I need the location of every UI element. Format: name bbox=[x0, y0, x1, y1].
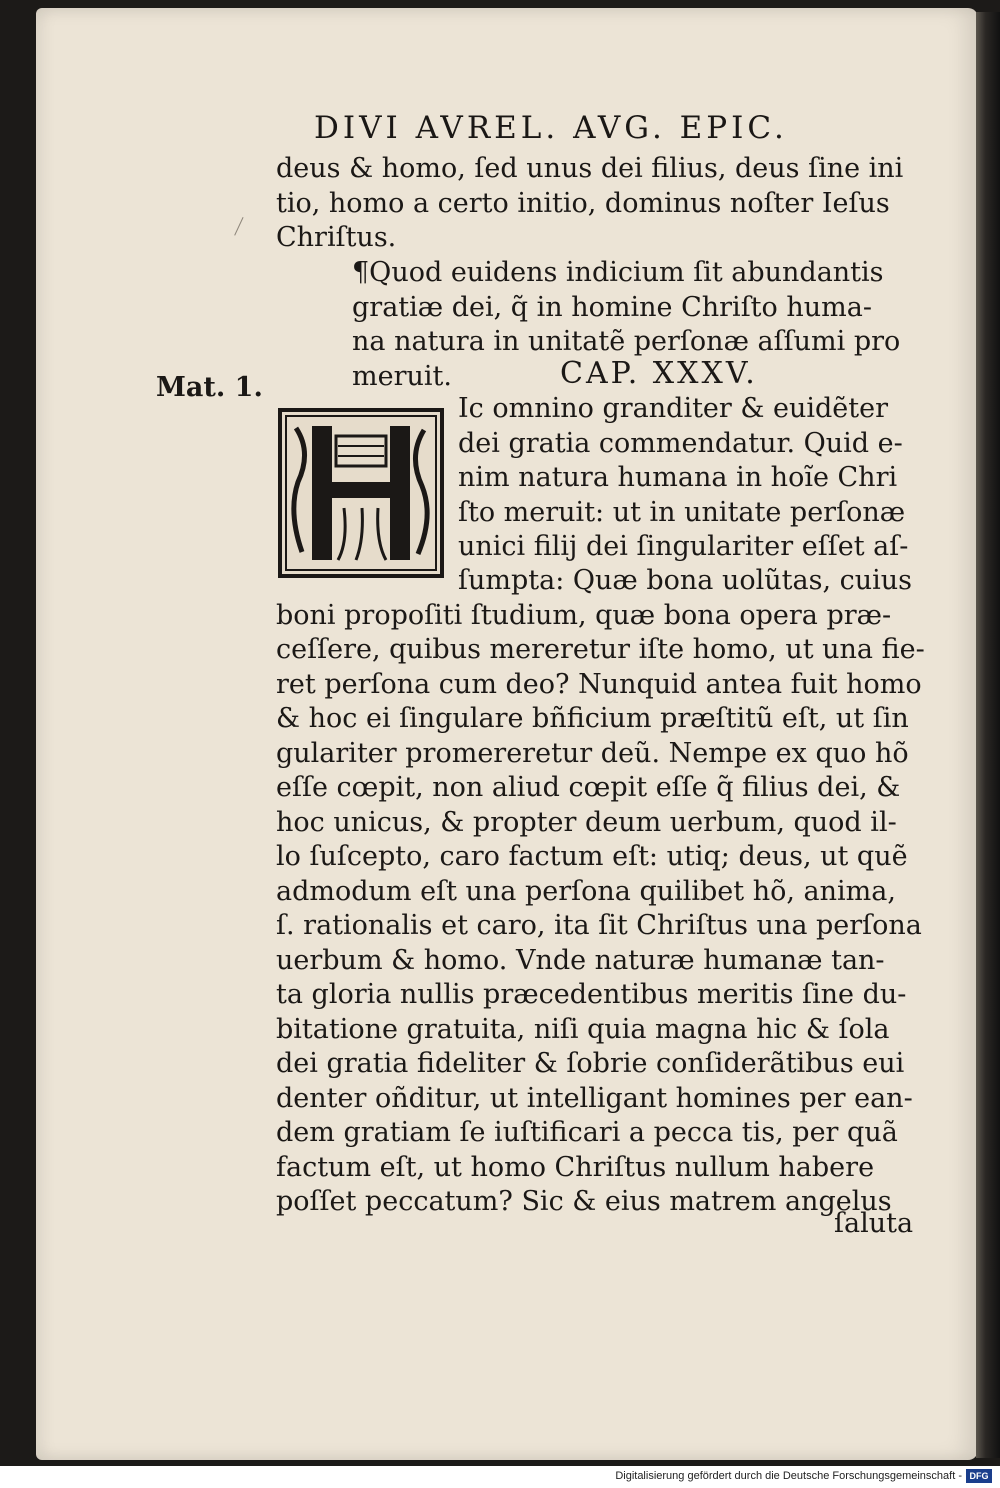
margin-note: Mat. 1. bbox=[156, 372, 263, 403]
text-line: boni propoſiti ſtudium, quæ bona opera præ- bbox=[276, 599, 892, 631]
text-line: hoc unicus, & propter deum uerbum, quod il- bbox=[276, 806, 897, 838]
page-edge bbox=[976, 12, 1000, 1458]
text-line: dei gratia fideliter & ſobrie conſiderãtibus eui bbox=[276, 1048, 905, 1079]
chapter-heading: CAP. XXXV. bbox=[560, 356, 758, 391]
decorated-initial bbox=[278, 408, 444, 578]
text-line: ret perſona cum deo? Nunquid antea fuit homo bbox=[276, 668, 922, 700]
rubric-line: gratiæ dei, q̃ in homine Chriſto huma- bbox=[352, 291, 872, 323]
text-block-body bbox=[276, 564, 925, 1220]
rubric-line: meruit. bbox=[352, 360, 452, 392]
text-line: ſumpta: Quæ bona uolũtas, cuius bbox=[458, 565, 913, 596]
text-line: lo ſuſcepto, caro factum eſt: utiq; deus, ut quẽ bbox=[276, 841, 908, 872]
text-block-initial bbox=[458, 392, 908, 565]
text-line: Chriſtus. bbox=[276, 222, 397, 253]
text-line: deus & homo, ſed unus dei filius, deus ſine ini bbox=[276, 153, 904, 184]
running-head: DIVI AVREL. AVG. EPIC. bbox=[314, 110, 788, 146]
text-line: ſto meruit: ut in unitate perſonæ bbox=[458, 496, 906, 528]
text-line: poſſet peccatum? Sic & eius matrem angelus bbox=[276, 1186, 892, 1217]
text-line: ſ. rationalis et caro, ita ſit Chriſtus una perſona bbox=[276, 910, 922, 941]
dfg-logo-icon: DFG bbox=[966, 1469, 992, 1483]
text-line: Ic omnino granditer & euidẽter bbox=[458, 393, 889, 424]
text-line: dei gratia commendatur. Quid e- bbox=[458, 427, 903, 459]
text-block-opening bbox=[276, 152, 903, 256]
text-line: gulariter promereretur deũ. Nempe ex quo hõ bbox=[276, 737, 909, 769]
text-line: ta gloria nullis præcedentibus meritis ſine du- bbox=[276, 979, 907, 1010]
decorated-initial-h-icon bbox=[282, 412, 440, 574]
text-line: nim natura humana in hoĩe Chri bbox=[458, 462, 898, 493]
text-line: factum eſt, ut homo Chriſtus nullum habere bbox=[276, 1151, 875, 1183]
text-line: & hoc ei ſingulare bñficium præſtitũ eſt, ut ſin bbox=[276, 703, 909, 734]
rubric-line: na natura in unitatẽ perſonæ aſſumi pro bbox=[352, 326, 901, 357]
text-line: uerbum & homo. Vnde naturæ humanæ tan- bbox=[276, 944, 885, 976]
text-line: unici filij dei ſingulariter eſſet aſ- bbox=[458, 531, 909, 562]
text-line: dem gratiam ſe iuſtificari a pecca tis, per quã bbox=[276, 1117, 898, 1148]
text-line: ceſſere, quibus mereretur iſte homo, ut una fie- bbox=[276, 634, 925, 665]
rubric-line: ¶Quod euidens indicium ſit abundantis bbox=[352, 257, 884, 288]
footer-credit: Digitalisierung gefördert durch die Deutsche Forschungsgemeinschaft - bbox=[615, 1470, 962, 1482]
text-line: bitatione gratuita, niſi quia magna hic & ſola bbox=[276, 1013, 890, 1045]
text-line: admodum eſt una perſona quilibet hõ, anima, bbox=[276, 875, 896, 907]
text-line: eſſe cœpit, non aliud cœpit eſſe q̃ filius dei, & bbox=[276, 772, 901, 803]
text-line: tio, homo a certo initio, dominus noſter Ieſus bbox=[276, 187, 890, 219]
text-line: denter oñditur, ut intelligant homines per ean- bbox=[276, 1082, 913, 1114]
catchword: ſaluta bbox=[834, 1208, 914, 1239]
